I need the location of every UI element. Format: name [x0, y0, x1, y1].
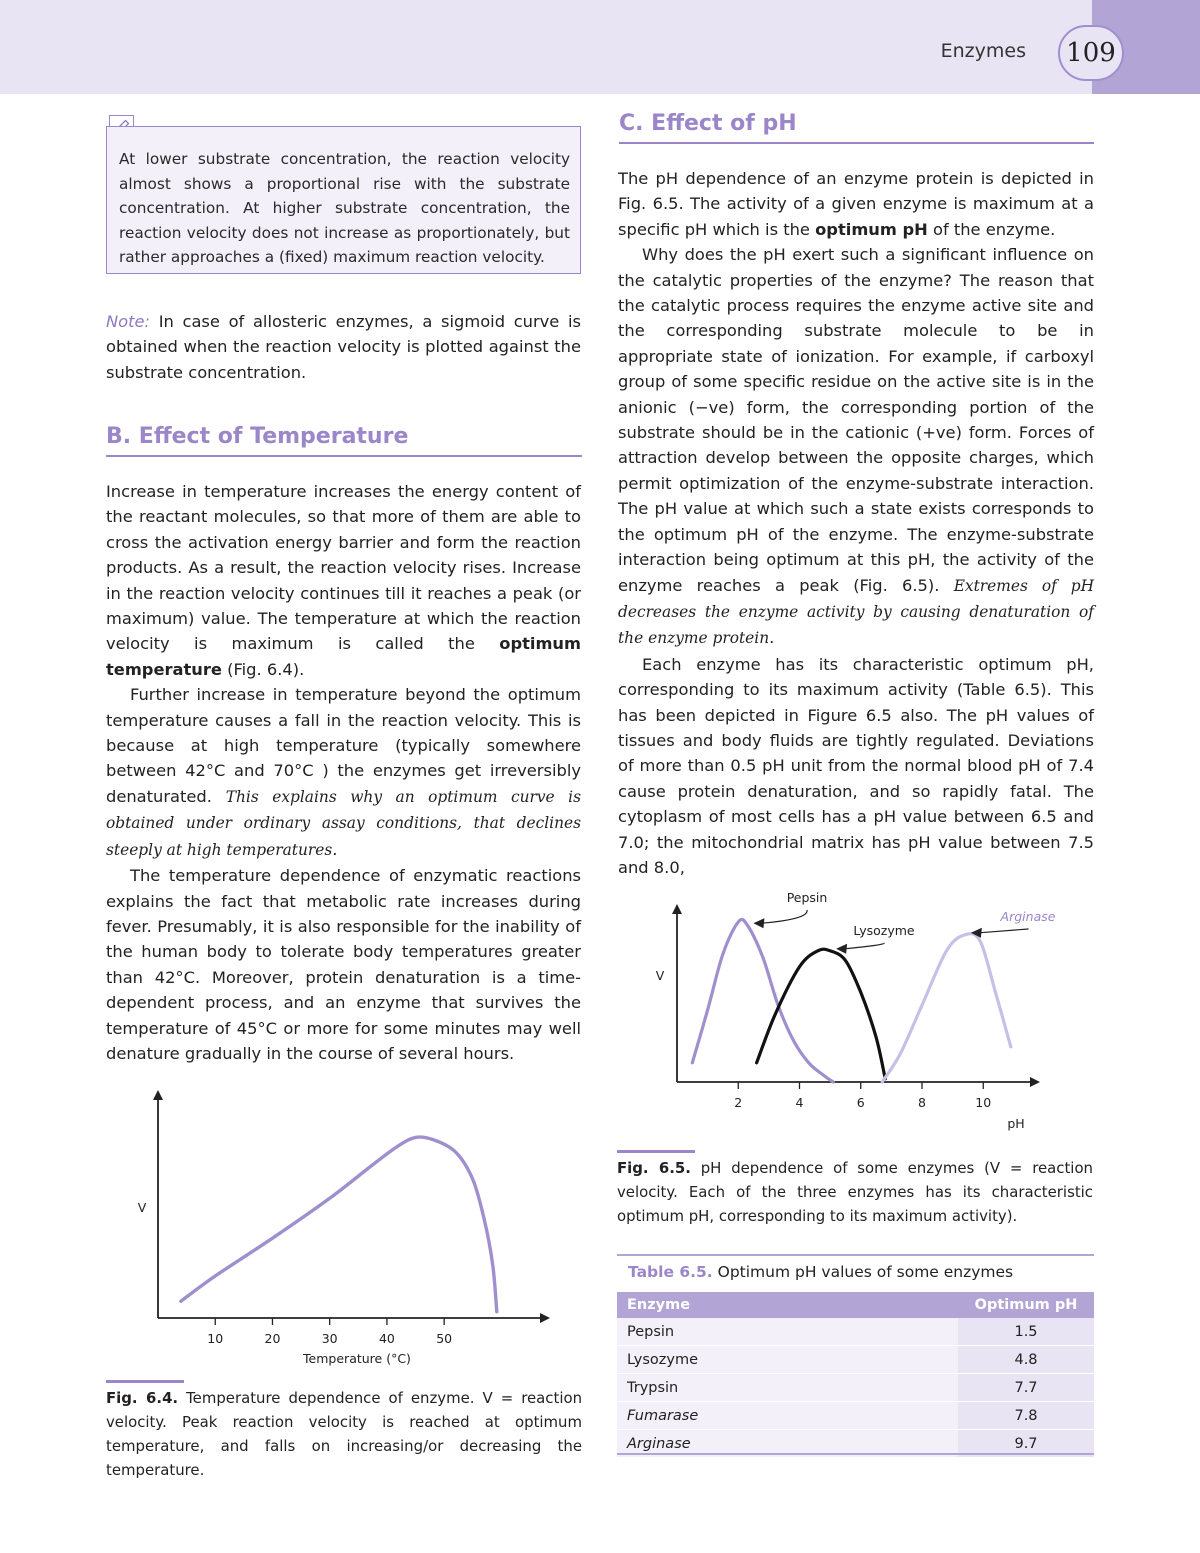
- x-axis-label: pH: [1007, 1116, 1025, 1131]
- table-title: Table 6.5. Optimum pH values of some enzymes: [628, 1263, 1014, 1281]
- table-row: Fumarase 7.8: [617, 1402, 1094, 1430]
- series-line-lysozyme: [757, 949, 886, 1079]
- c-paragraph-3: Each enzyme has its characteristic optimum pH, corresponding to its maximum activity (Table 6.5). This has been depicted in Figure 6.5 also. The pH values of tissues and body fluids are tightly regulated. Deviations of more than 0.5 pH unit from the normal blood pH of 7.4 cause protein denaturation, and so rapidly fatal. The cytoplasm of most cells has a pH value between 6.5 and 7.0; the mitochondrial matrix has pH value between 7.5 and 8.0,: [618, 654, 1094, 877]
- x-axis-label: Temperature (°C): [303, 1351, 411, 1366]
- fig-6-5-chart: [630, 862, 1090, 1147]
- table-header-row: [617, 1292, 1094, 1318]
- x-tick-label: 50: [436, 1331, 453, 1346]
- table-row: Arginase 9.7: [617, 1430, 1094, 1458]
- table-row: Trypsin 7.7: [617, 1374, 1094, 1402]
- x-tick-label: 2: [734, 1095, 743, 1110]
- x-tick-label: 6: [856, 1095, 865, 1110]
- optimum-ph-table: [617, 1292, 1094, 1458]
- x-axis-arrow: [540, 1313, 550, 1323]
- section-b-body: [106, 479, 581, 1066]
- fig-6-4-caption-rule: [106, 1380, 184, 1383]
- x-tick-label: 20: [264, 1331, 281, 1346]
- leader-lysozyme: [844, 943, 884, 949]
- x-tick-label: 8: [918, 1095, 926, 1110]
- term-optimum-temperature: optimum temperature: [106, 634, 581, 679]
- fig-6-4-chart: [120, 1090, 560, 1370]
- note-label: Note:: [106, 312, 151, 331]
- series-line-arginase: [882, 934, 1011, 1082]
- note-text: In case of allosteric enzymes, a sigmoid curve is obtained when the reaction velocity is plotted against the substrate concentration.: [106, 312, 581, 382]
- y-axis-arrow: [672, 904, 682, 914]
- x-tick-label: 4: [795, 1095, 804, 1110]
- fig-6-5-caption: Fig. 6.5. pH dependence of some enzymes (V = reaction velocity. Each of the three enzymes has its characteristic optimum pH, corresponding to its maximum activity).: [617, 1159, 1093, 1225]
- leader-arginase: [979, 929, 1028, 933]
- section-c-rule: [619, 142, 1094, 144]
- table-row: Pepsin 1.5: [617, 1318, 1094, 1346]
- running-head: Enzymes: [940, 40, 1026, 62]
- section-b-rule: [106, 455, 582, 457]
- table-row: Lysozyme 4.8: [617, 1346, 1094, 1374]
- summary-box: [106, 126, 581, 274]
- y-axis-arrow: [153, 1090, 163, 1100]
- x-tick-label: 40: [378, 1331, 395, 1346]
- y-axis-label: V: [137, 1200, 147, 1215]
- x-tick-label: 30: [321, 1331, 338, 1346]
- annotation-arginase: Arginase: [1000, 909, 1056, 924]
- b-paragraph-2: Further increase in temperature beyond the optimum temperature causes a fall in the reaction velocity. This is because at high temperature (typically somewhere between 42°C and 70°C ) the enzymes get irreversibly denaturated. This explains why an optimum curve is obtained under ordinary assay conditions, that declines steeply at high temperatures.: [106, 685, 582, 859]
- table-header-enzyme: Enzyme: [617, 1292, 958, 1318]
- x-tick-label: 10: [975, 1095, 992, 1110]
- annotation-pepsin: Pepsin: [786, 890, 828, 905]
- section-c-body: [618, 166, 1094, 880]
- y-axis-label: V: [655, 968, 665, 983]
- term-optimum-ph: optimum pH: [815, 219, 928, 239]
- b-paragraph-3: The temperature dependence of enzymatic reactions explains the fact that metabolic rate increases during fever. Presumably, it is also responsible for the inability of the human body to tolerate body temperatures greater than 42°C. Moreover, protein denaturation is a time-dependent process, and an enzyme that survives the temperature of 45°C or more for some minutes may well denature gradually in the course of several hours.: [106, 866, 581, 1063]
- c-paragraph-2: Why does the pH exert such a significant influence on the catalytic properties of the enzyme? The reason that the catalytic process requires the enzyme active site and the corresponding substrate molecule to be in appropriate state of ionization. For example, if carboxyl group of some specific residue on the active site is in the anionic (−ve) form, the corresponding portion of the substrate should be in the cationic (+ve) form. Forces of attraction develop between the opposite charges, which permit optimization of the enzyme-substrate interaction. The pH value at which such a state exists corresponds to the optimum pH of the enzyme. The enzyme-substrate interaction being optimum at this pH, the activity of the enzyme reaches a peak (Fig. 6.5). Extremes of pH decreases the enzyme activity by causing denaturation of the enzyme protein.: [618, 245, 1095, 648]
- series-line-pepsin: [692, 919, 833, 1082]
- page-number: 109: [1058, 25, 1124, 81]
- fig-6-5-caption-rule: [617, 1150, 695, 1153]
- summary-text: At lower substrate concentration, the reaction velocity almost shows a proportional rise with the substrate concentration. At higher substrate concentration, the reaction velocity does not increase as proportionately, but rather approaches a (fixed) maximum reaction velocity.: [119, 150, 570, 266]
- section-b-title: B. Effect of Temperature: [106, 424, 409, 449]
- series-line-enzyme: [181, 1137, 497, 1312]
- x-axis-arrow: [1030, 1077, 1040, 1087]
- leader-arrowhead-pepsin: [753, 918, 764, 928]
- c-paragraph-1: The pH dependence of an enzyme protein is depicted in Fig. 6.5. The activity of a given enzyme is maximum at a specific pH which is the optimum pH of the enzyme.: [618, 169, 1094, 239]
- leader-pepsin: [761, 910, 807, 923]
- section-c-title: C. Effect of pH: [619, 111, 797, 136]
- table-header-optimum-ph: Optimum pH: [958, 1292, 1094, 1318]
- annotation-lysozyme: Lysozyme: [853, 923, 915, 938]
- allosteric-note: [106, 309, 581, 385]
- b-paragraph-1: Increase in temperature increases the energy content of the reactant molecules, so that more of them are able to cross the activation energy barrier and form the reaction products. As a result, the reaction velocity rises. Increase in the reaction velocity continues till it reaches a peak (or maximum) value. The temperature at which the reaction velocity is maximum is called the optimum temperature (Fig. 6.4).: [106, 482, 581, 679]
- x-tick-label: 10: [207, 1331, 224, 1346]
- fig-6-4-caption: Fig. 6.4. Temperature dependence of enzyme. V = reaction velocity. Peak reaction velocity is reached at optimum temperature, and falls on increasing/or decreasing the temperature.: [106, 1389, 583, 1479]
- table-bottom-rule: [617, 1453, 1094, 1455]
- table-top-rule: [617, 1254, 1094, 1256]
